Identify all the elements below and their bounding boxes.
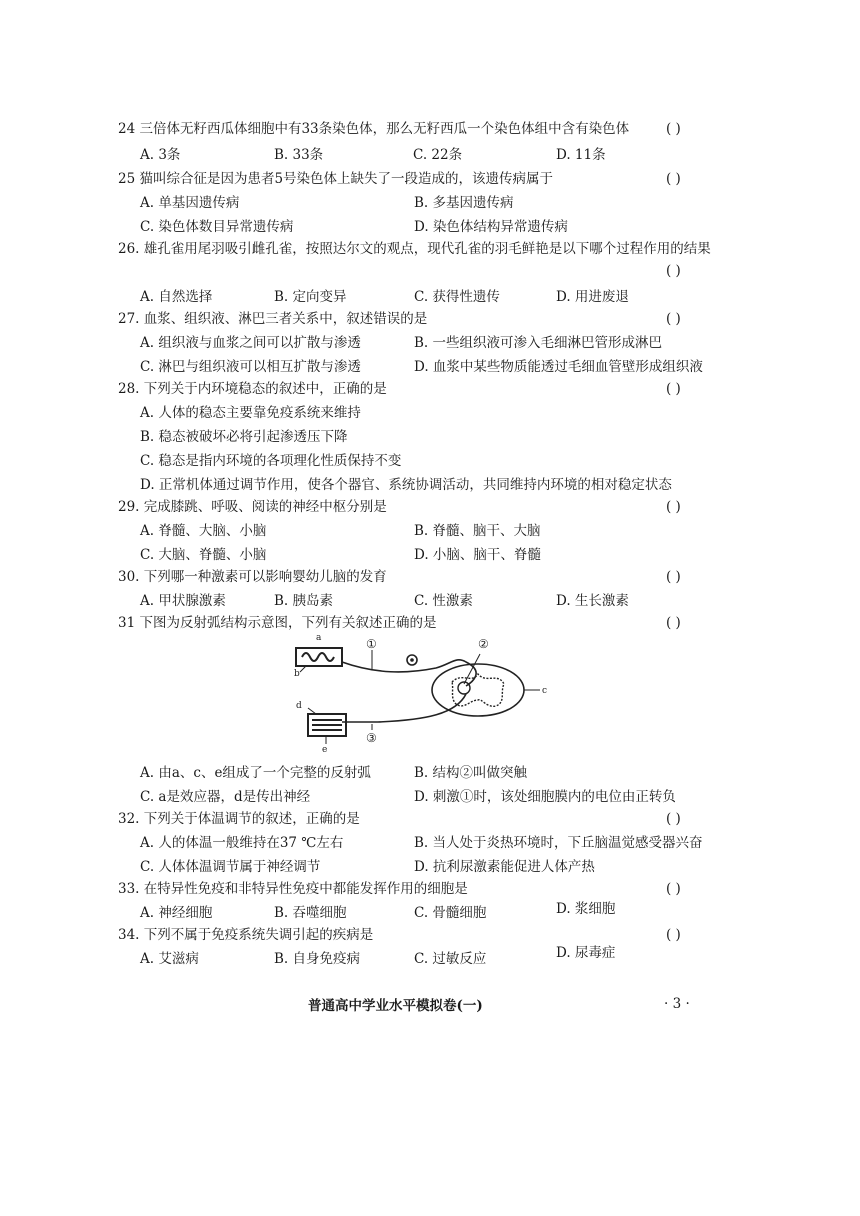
answer-paren-25: ( )	[666, 171, 681, 187]
option-32-c: C. 人体体温调节属于神经调节	[140, 859, 321, 875]
option-34-b: B. 自身免疫病	[274, 951, 361, 967]
question-28-stem: 28. 下列关于内环境稳态的叙述中，正确的是	[118, 381, 387, 397]
option-31-c: C. a是效应器，d是传出神经	[140, 789, 311, 805]
option-27-d: D. 血浆中某些物质能透过毛细血管壁形成组织液	[414, 359, 703, 375]
question-33-stem: 33. 在特异性免疫和非特异性免疫中都能发挥作用的细胞是	[118, 881, 468, 897]
answer-paren-26: ( )	[666, 263, 681, 279]
option-24-c: C. 22条	[413, 147, 463, 163]
option-25-a: A. 单基因遗传病	[140, 195, 240, 211]
option-33-d: D. 浆细胞	[556, 901, 616, 917]
answer-paren-27: ( )	[666, 311, 681, 327]
question-29-stem: 29. 完成膝跳、呼吸、阅读的神经中枢分别是	[118, 499, 387, 515]
option-28-b: B. 稳态被破坏必将引起渗透压下降	[140, 429, 348, 445]
option-31-d: D. 刺激①时，该处细胞膜内的电位由正转负	[414, 789, 676, 805]
footer-title: 普通高中学业水平模拟卷(一)	[308, 998, 483, 1014]
figure-label-a: a	[316, 633, 322, 643]
option-25-d: D. 染色体结构异常遗传病	[414, 219, 568, 235]
answer-paren-29: ( )	[666, 499, 681, 515]
question-25-stem: 25 猫叫综合征是因为患者5号染色体上缺失了一段造成的，该遗传病属于	[118, 171, 554, 187]
page-number: · 3 ·	[664, 996, 690, 1012]
question-27-stem: 27. 血浆、组织液、淋巴三者关系中，叙述错误的是	[118, 311, 428, 327]
option-30-d: D. 生长激素	[556, 593, 629, 609]
option-34-c: C. 过敏反应	[414, 951, 487, 967]
option-32-d: D. 抗利尿激素能促进人体产热	[414, 859, 595, 875]
option-34-a: A. 艾滋病	[140, 951, 199, 967]
option-27-a: A. 组织液与血浆之间可以扩散与渗透	[140, 335, 361, 351]
option-33-a: A. 神经细胞	[140, 905, 213, 921]
option-29-d: D. 小脑、脑干、脊髓	[414, 547, 541, 563]
figure-label-1: ①	[366, 637, 377, 651]
option-29-b: B. 脊髓、脑干、大脑	[414, 523, 541, 539]
figure-label-3: ③	[366, 731, 377, 745]
option-31-a: A. 由a、c、e组成了一个完整的反射弧	[140, 765, 371, 781]
figure-label-2: ②	[478, 637, 489, 651]
question-34-stem: 34. 下列不属于免疫系统失调引起的疾病是	[118, 927, 374, 943]
option-26-b: B. 定向变异	[274, 289, 347, 305]
figure-label-e: e	[322, 745, 328, 755]
answer-paren-32: ( )	[666, 811, 681, 827]
option-34-d: D. 尿毒症	[556, 945, 616, 961]
option-24-d: D. 11条	[556, 147, 606, 163]
option-30-a: A. 甲状腺激素	[140, 593, 226, 609]
answer-paren-31: ( )	[666, 615, 681, 631]
figure-label-c: c	[542, 686, 548, 696]
option-33-b: B. 吞噬细胞	[274, 905, 347, 921]
question-24-stem: 24 三倍体无籽西瓜体细胞中有33条染色体，那么无籽西瓜一个染色体组中含有染色体	[118, 121, 630, 137]
option-32-b: B. 当人处于炎热环境时，下丘脑温觉感受器兴奋	[414, 835, 703, 851]
option-26-a: A. 自然选择	[140, 289, 213, 305]
question-26-stem: 26. 雄孔雀用尾羽吸引雌孔雀，按照达尔文的观点，现代孔雀的羽毛鲜艳是以下哪个过程作用的结果	[118, 241, 711, 257]
option-28-c: C. 稳态是指内环境的各项理化性质保持不变	[140, 453, 402, 469]
answer-paren-33: ( )	[666, 881, 681, 897]
option-33-c: C. 骨髓细胞	[414, 905, 487, 921]
figure-label-d: d	[296, 701, 302, 711]
answer-paren-24: ( )	[666, 121, 681, 137]
option-31-b: B. 结构②叫做突触	[414, 765, 528, 781]
option-24-b: B. 33条	[274, 147, 324, 163]
option-27-c: C. 淋巴与组织液可以相互扩散与渗透	[140, 359, 361, 375]
option-26-d: D. 用进废退	[556, 289, 629, 305]
answer-paren-28: ( )	[666, 381, 681, 397]
question-30-stem: 30. 下列哪一种激素可以影响婴幼儿脑的发育	[118, 569, 387, 585]
option-30-b: B. 胰岛素	[274, 593, 334, 609]
option-25-c: C. 染色体数目异常遗传病	[140, 219, 294, 235]
option-25-b: B. 多基因遗传病	[414, 195, 514, 211]
option-32-a: A. 人的体温一般维持在37 ℃左右	[140, 835, 344, 851]
option-28-a: A. 人体的稳态主要靠免疫系统来维持	[140, 405, 361, 421]
answer-paren-34: ( )	[666, 927, 681, 943]
option-24-a: A. 3条	[140, 147, 181, 163]
figure-label-b: b	[294, 669, 300, 679]
answer-paren-30: ( )	[666, 569, 681, 585]
question-32-stem: 32. 下列关于体温调节的叙述，正确的是	[118, 811, 360, 827]
option-28-d: D. 正常机体通过调节作用，使各个器官、系统协调活动，共同维持内环境的相对稳定状态	[140, 477, 672, 493]
option-30-c: C. 性激素	[414, 593, 473, 609]
reflex-arc-figure	[286, 628, 566, 758]
question-31-stem: 31 下图为反射弧结构示意图，下列有关叙述正确的是	[118, 615, 437, 631]
option-26-c: C. 获得性遗传	[414, 289, 500, 305]
option-27-b: B. 一些组织液可渗入毛细淋巴管形成淋巴	[414, 335, 663, 351]
option-29-c: C. 大脑、脊髓、小脑	[140, 547, 267, 563]
option-29-a: A. 脊髓、大脑、小脑	[140, 523, 267, 539]
